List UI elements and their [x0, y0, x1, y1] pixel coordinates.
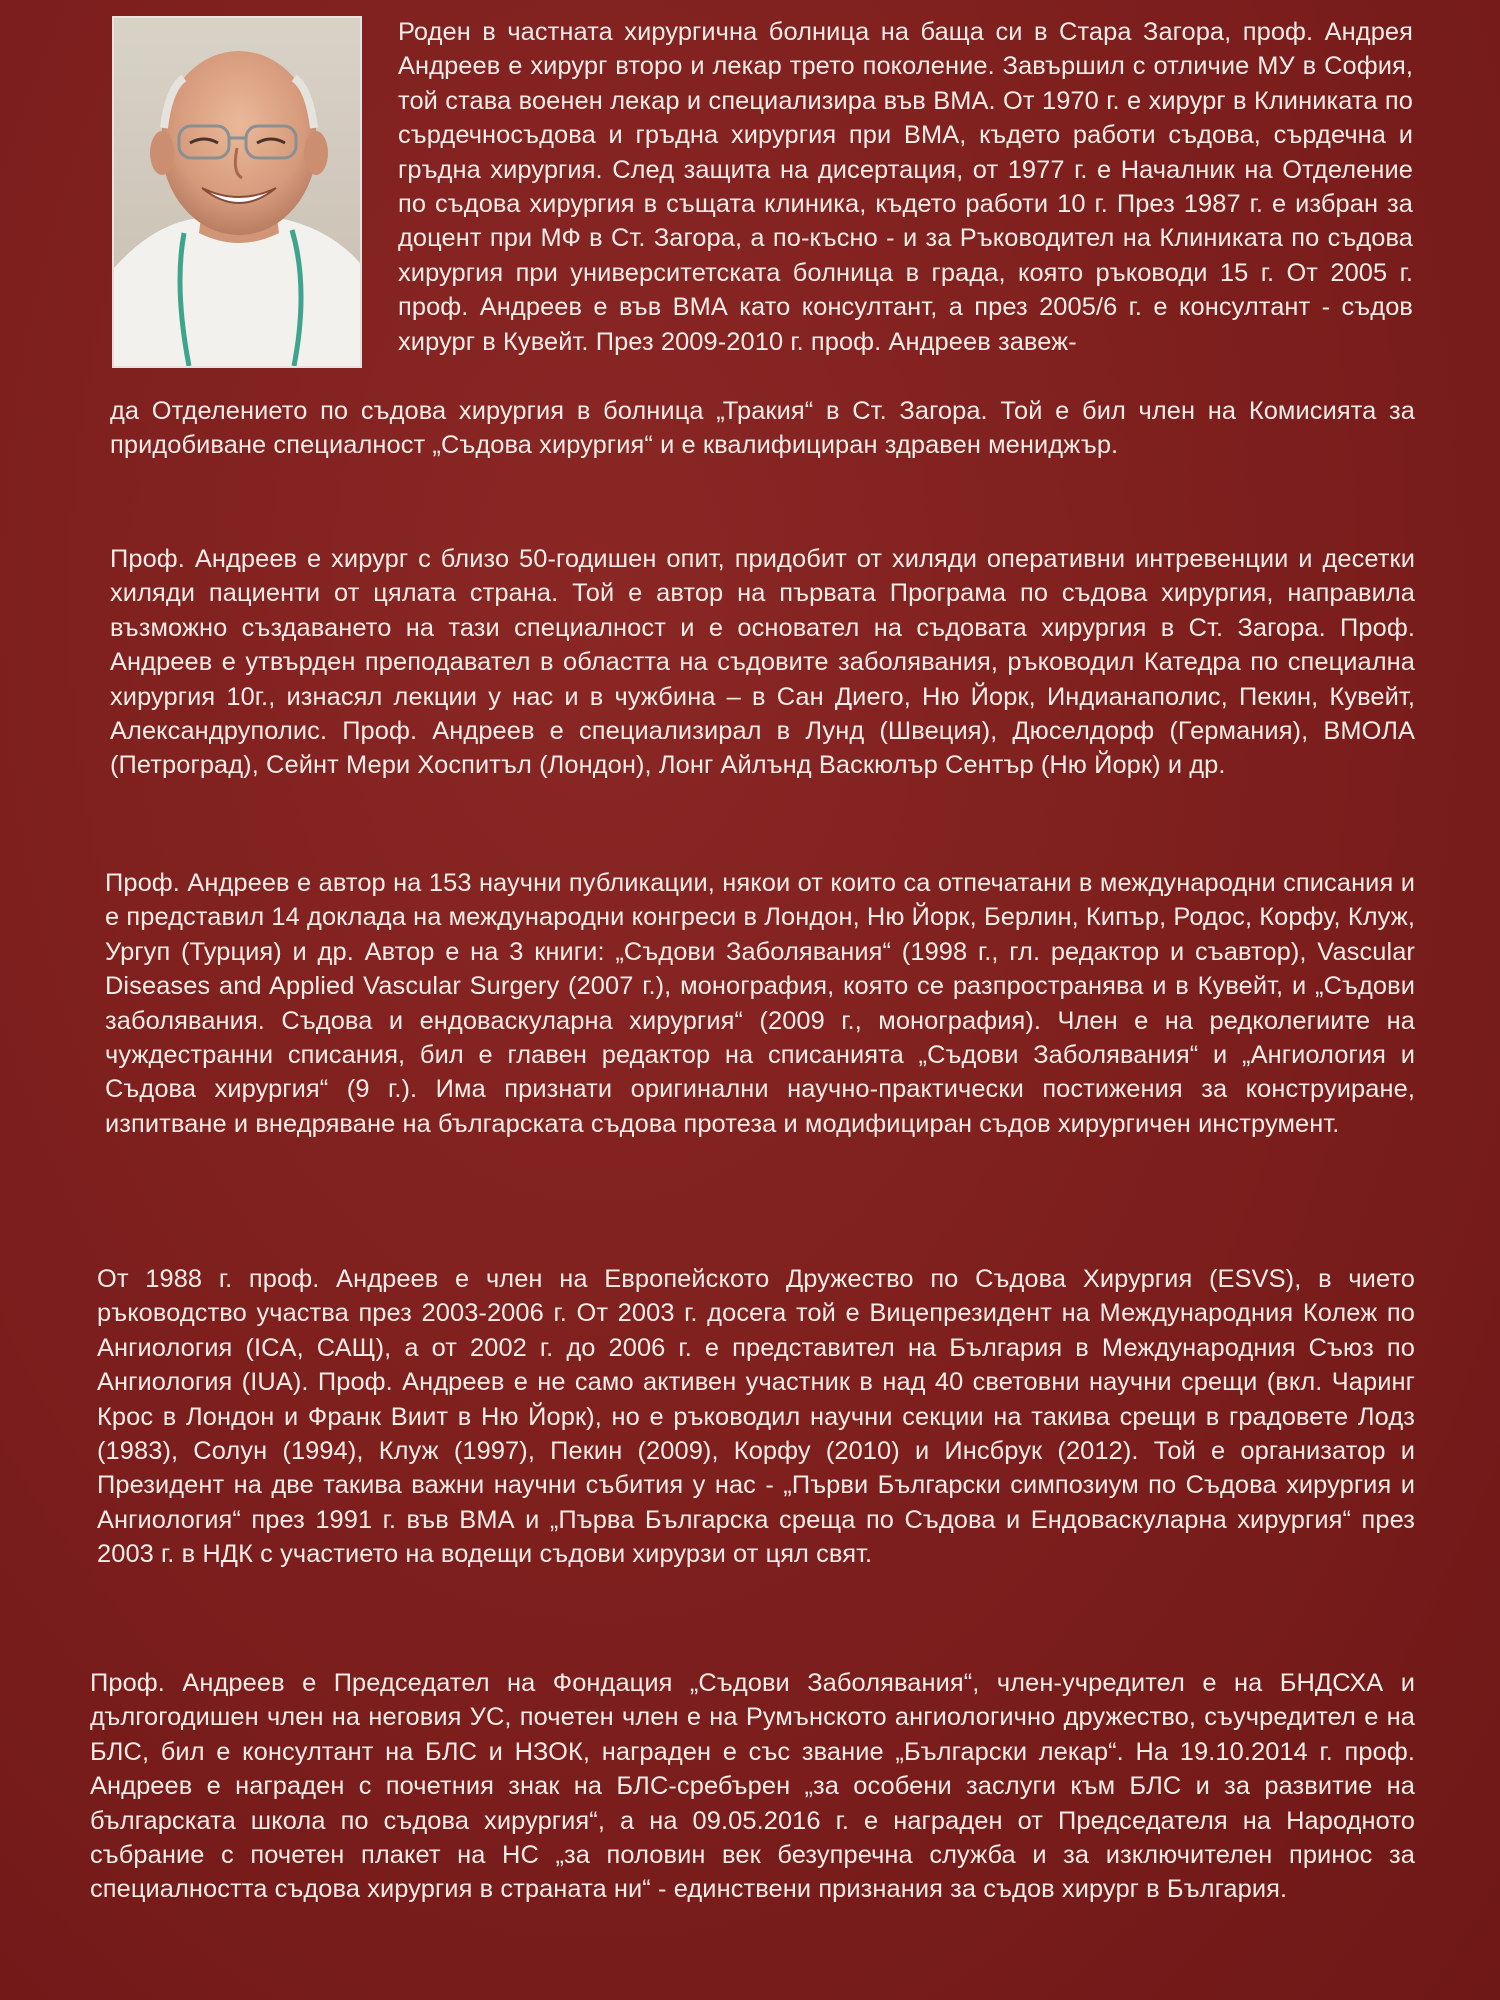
- bio-paragraph-birth-career-bottom: да Отделението по съдова хирургия в болница „Тракия“ в Ст. Загора. Той е бил член на Комисията за придобиване специалност „Съдова хирургия“ и е квалифициран здравен мениджър.: [110, 397, 1415, 460]
- bio-paragraph-publications: Проф. Андреев е автор на 153 научни публикации, някои от които са отпечатани в международни списания и е представил 14 доклада на международни конгреси в Лондон, Ню Йорк, Берлин, Кипър, Родос, Корфу, Клуж, Ургуп (Турция) и др. Автор е на 3 книги: „Съдови Заболявания“ (1998 г., гл. редактор и съавтор), Vascular Diseases and Applied Vascular Surgery (2007 г.), монография, която се разпространява и в Кувейт, и „Съдови заболявания. Съдова и ендоваскуларна хирургия“ (2009 г., монография). Член е на редколегиите на чуждестранни списания, бил е главен редактор на списанията „Съдови Заболявания“ и „Ангиология и Съдова хирургия“ (9 г.). Има признати оригинални научно-практически постижения за конструиране, изпитване и внедряване на българската съдова протеза и модифициран съдов хирургичен инструмент.: [105, 869, 1415, 1138]
- bio-paragraph-awards: Проф. Андреев е Председател на Фондация „Съдови Заболявания“, член-учредител е на БНДСХА и дългогодишен член на неговия УС, почетен член е на Румънското ангиологично дружество, съучредител е на БЛС, бил е консултант на БЛС и НЗОК, награден е със звание „Български лекар“. На 19.10.2014 г. проф. Андреев е награден с почетния знак на БЛС-сребърен „за особени заслуги към БЛС и за развитие на българската школа по съдова хирургия“, а на 09.05.2016 г. е награден от Председателя на Народното събрание с почетен плакет на НС „за половин век безупречна служба и за изключителен принос за специалността съдова хирургия в страната ни“ - единствени признания за съдов хирург в България.: [90, 1669, 1415, 1904]
- bio-paragraph-birth-career-top: Роден в частната хирургична болница на баща си в Стара Загора, проф. Андрея Андреев е хирург второ и лекар трето поколение. Завършил с отличие МУ в София, той става военен лекар и специализира във ВМА. От 1970 г. е хирург в Клиниката по сърдечносъдова и гръдна хирургия при ВМА, където работи съдова, сърдечна и гръдна хирургия. След защита на дисертация, от 1977 г. е Началник на Отделение по съдова хирургия в същата клиника, където работи 10 г. През 1987 г. е избран за доцент при МФ в Ст. Загора, а по-късно - и за Ръководител на Клиниката по съдова хирургия при университетската болница в града, която ръководи 15 г. От 2005 г. проф. Андреев е във ВМА като консултант, а през 2005/6 г. е консултант - съдов хирург в Кувейт. През 2009-2010 г. проф. Андреев завеж-: [398, 18, 1413, 356]
- author-portrait-image: [114, 18, 360, 366]
- bio-paragraph-experience: Проф. Андреев е хирург с близо 50-годишен опит, придобит от хиляди оперативни интревенции и десетки хиляди пациенти от цялата страна. Той е автор на първата Програма по съдова хирургия, направила възможно създаването на тази специалност и е основател на съдовата хирургия в Ст. Загора. Проф. Андреев е утвърден преподавател в областта на съдовите заболявания, ръководил Катедра по специална хирургия 10г., изнасял лекции у нас и в чужбина – в Сан Диего, Ню Йорк, Индианаполис, Пекин, Кувейт, Александруполис. Проф. Андреев е специализирал в Лунд (Швеция), Дюселдорф (Германия), ВМОЛА (Петроград), Сейнт Мери Хоспитъл (Лондон), Лонг Айлънд Васкюлър Сентър (Ню Йорк) и др.: [110, 545, 1415, 780]
- author-photo: [112, 16, 362, 368]
- bio-paragraph-memberships: От 1988 г. проф. Андреев е член на Европейското Дружество по Съдова Хирургия (ESVS), в чието ръководство участва през 2003-2006 г. От 2003 г. досега той е Вицепрезидент на Международния Колеж по Ангиология (ICA, САЩ), а от 2002 г. до 2006 г. е представител на България в Международния Съюз по Ангиология (IUA). Проф. Андреев е не само активен участник в над 40 световни научни срещи (вкл. Чаринг Крос в Лондон и Франк Виит в Ню Йорк), но е ръководил научни секции на такива срещи в градовете Лодз (1983), Солун (1994), Клуж (1997), Пекин (2009), Корфу (2010) и Инсбрук (2012). Той е организатор и Президент на две такива важни научни събития у нас - „Първи Български симпозиум по Съдова хирургия и Ангиология“ през 1991 г. във ВМА и „Първа Българска среща по Съдова и Ендоваскуларна хирургия“ през 2003 г. в НДК с участието на водещи съдови хирурзи от цял свят.: [97, 1265, 1415, 1569]
